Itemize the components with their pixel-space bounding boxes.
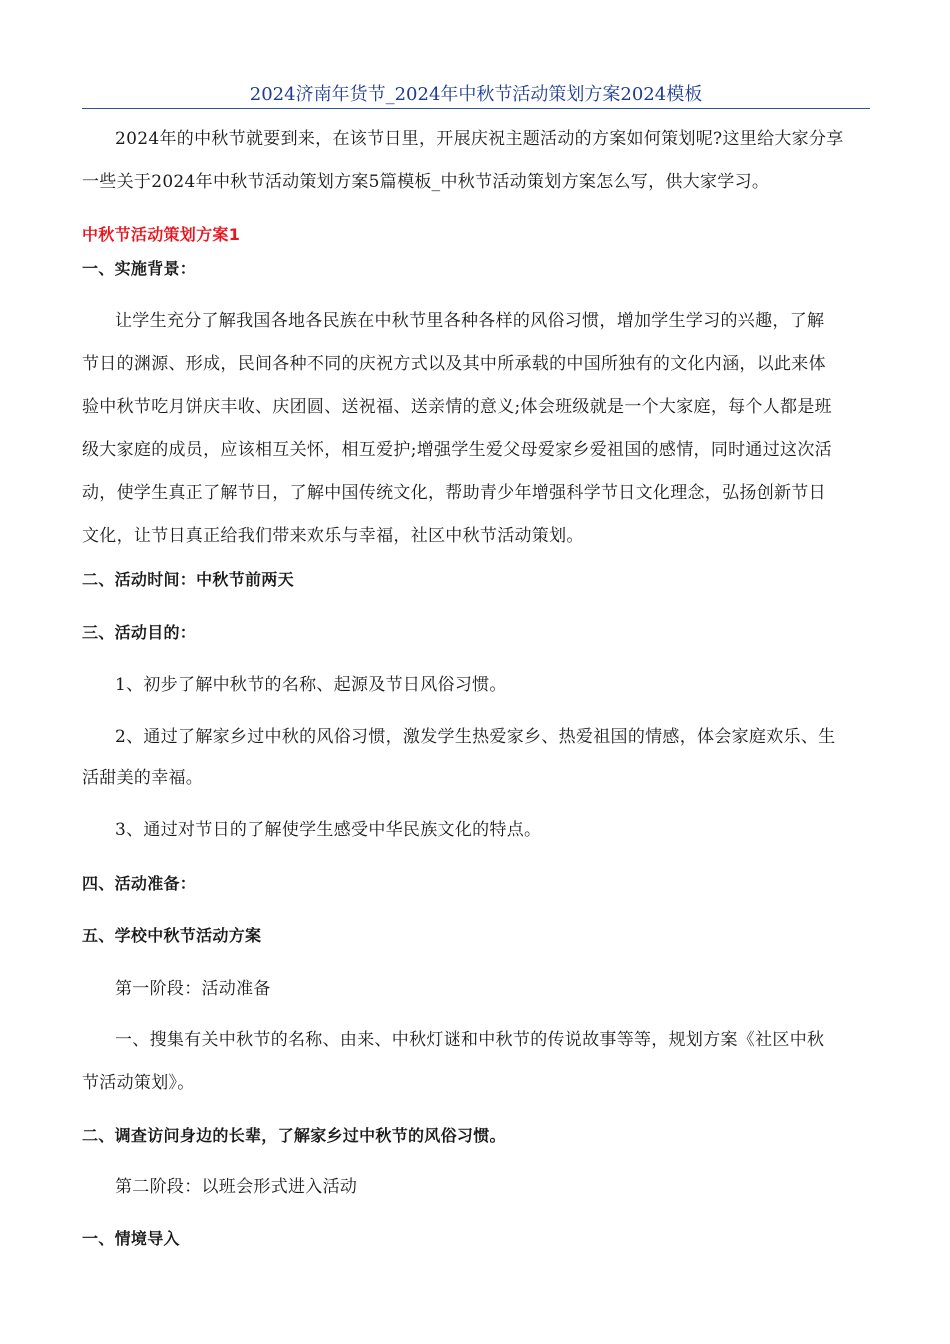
intro-line: 2024年的中秋节就要到来，在该节日里，开展庆祝主题活动的方案如何策划呢?这里给大家分享 bbox=[115, 129, 844, 149]
paragraph-line: 节活动策划》。 bbox=[82, 1073, 195, 1093]
paragraph-line: 验中秋节吃月饼庆丰收、庆团圆、送祝福、送亲情的意义;体会班级就是一个大家庭，每个人都是班 bbox=[82, 397, 832, 417]
document-title: 2024济南年货节_2024年中秋节活动策划方案2024模板 bbox=[249, 84, 703, 105]
section-title: 中秋节活动策划方案1 bbox=[82, 225, 241, 244]
intro-line: 一些关于2024年中秋节活动策划方案5篇模板_中秋节活动策划方案怎么写，供大家学习。 bbox=[82, 172, 770, 192]
title-underline bbox=[82, 108, 870, 109]
heading-goals: 三、活动目的： bbox=[82, 623, 197, 642]
stage-label: 第一阶段：活动准备 bbox=[115, 979, 271, 999]
paragraph-line: 节日的渊源、形成，民间各种不同的庆祝方式以及其中所承载的中国所独有的文化内涵，以此来体 bbox=[82, 354, 826, 374]
paragraph-line: 动，使学生真正了解节日，了解中国传统文化，帮助青少年增强科学节日文化理念，弘扬创新节日 bbox=[82, 483, 826, 503]
goal-item: 1、初步了解中秋节的名称、起源及节日风俗习惯。 bbox=[115, 675, 507, 695]
paragraph-line: 一、搜集有关中秋节的名称、由来、中秋灯谜和中秋节的传说故事等等，规划方案《社区中秋 bbox=[115, 1030, 825, 1050]
heading-plan: 五、学校中秋节活动方案 bbox=[82, 926, 262, 945]
heading-preparation: 四、活动准备： bbox=[82, 874, 197, 893]
goal-item: 2、通过了解家乡过中秋的风俗习惯，激发学生热爱家乡、热爱祖国的情感，体会家庭欢乐、生 bbox=[115, 727, 836, 747]
paragraph-line: 级大家庭的成员，应该相互关怀，相互爱护;增强学生爱父母爱家乡爱祖国的感情，同时通过这次活 bbox=[82, 440, 832, 460]
goal-item: 3、通过对节日的了解使学生感受中华民族文化的特点。 bbox=[115, 820, 542, 840]
heading-survey: 二、调查访问身边的长辈，了解家乡过中秋节的风俗习惯。 bbox=[82, 1126, 506, 1145]
stage-label: 第二阶段：以班会形式进入活动 bbox=[115, 1177, 358, 1197]
paragraph-line: 文化，让节日真正给我们带来欢乐与幸福，社区中秋节活动策划。 bbox=[82, 526, 584, 546]
goal-item-continued: 活甜美的幸福。 bbox=[82, 768, 204, 788]
heading-time: 二、活动时间：中秋节前两天 bbox=[82, 570, 294, 589]
paragraph-line: 让学生充分了解我国各地各民族在中秋节里各种各样的风俗习惯，增加学生学习的兴趣，了解 bbox=[115, 311, 825, 331]
heading-intro: 一、情境导入 bbox=[82, 1229, 180, 1248]
heading-background: 一、实施背景： bbox=[82, 259, 197, 278]
